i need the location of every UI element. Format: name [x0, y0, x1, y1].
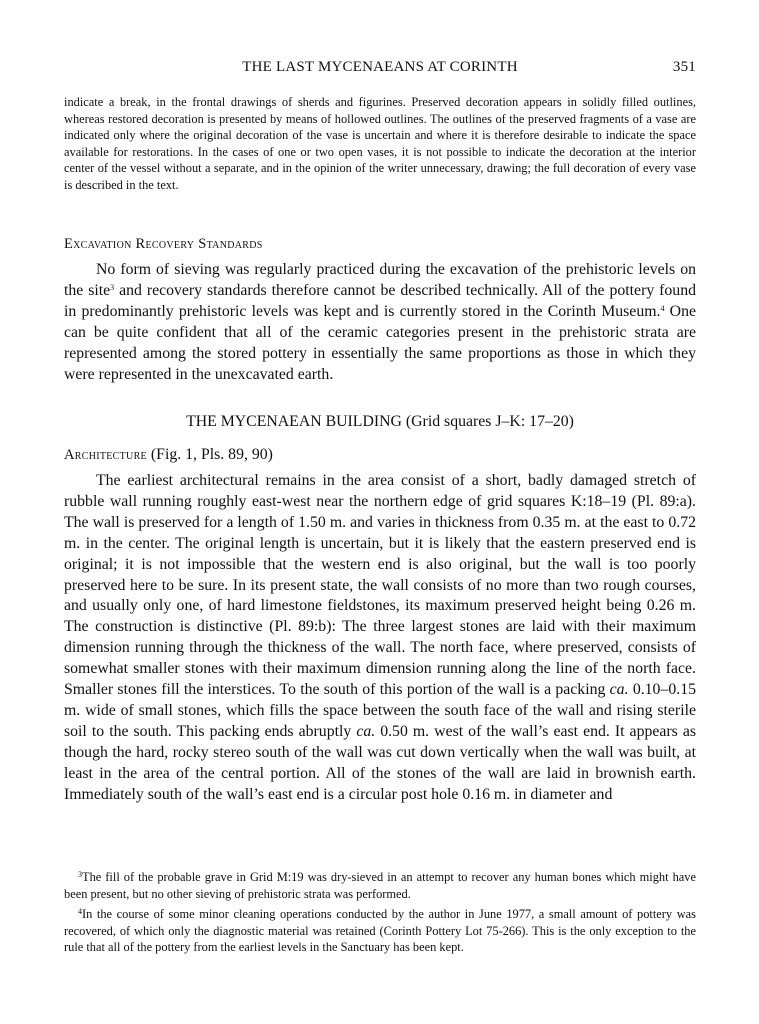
recovery-heading: [64, 236, 263, 253]
page-number: 351: [672, 59, 696, 75]
architecture-text-a: The earliest architectural remains in the area consist of a short, badly damaged stretch of rubble wall running roughly east-west near the northern edge of grid squares K:18–19 (Pl. 89:a). The wall is preserved for a length of 1.50 m. and varies in thickness from 0.35 m. at the east to 0.72 m. in the center. The original length is uncertain, but it is likely that the eastern preserved end is original; it is not impossible that the western end is also original, but the wall is too poorly preserved here to be sure. In its present state, the wall consists of no more than two rough courses, and usually only one, of hard limestone fieldstones, its maximum preserved height being 0.26 m. The construction is distinctive (Pl. 89:b): The three largest stones are laid with their maximum dimension running through the thickness of the wall. The north face, where preserved, consists of somewhat smaller stones with their maximum dimension running along the line of the north face. Smaller stones fill the interstices. To the south of this portion of the wall is a packing: [64, 472, 696, 699]
architecture-heading: [64, 446, 273, 464]
footnote-4-mark: 4: [78, 907, 82, 917]
footnote-3-text: The fill of the probable grave in Grid M:19 was dry-sieved in an attempt to recover any human bones which might have been present, but no other sieving of prehistoric strata was performed.: [64, 870, 696, 901]
architecture-paragraph: [64, 471, 696, 806]
footnote-4: [64, 904, 696, 956]
running-head: [64, 59, 696, 79]
footnotes: [64, 867, 696, 958]
section-title: [64, 413, 696, 431]
circa-abbrev-2: ca.: [356, 722, 376, 740]
footnote-3: [64, 867, 696, 902]
recovery-text-b: and recovery standards therefore cannot be described technically. All of the pottery found in predominantly prehistoric levels was kept and is currently stored in the Corinth Museum.: [64, 281, 697, 320]
intro-paragraph: indicate a break, in the frontal drawings of sherds and figurines. Preserved decoration appears in solidly filled outlines, whereas restored decoration is presented by means of hollowed outlines. The outlines of the preserved fragments of a vase are indicated only where the original decoration of the vase is uncertain and where it is therefore desirable to indicate the space available for restorations. In the cases of one or two open vases, it is not possible to indicate the decoration at the interior center of the vessel without a separate, and in the opinion of the writer unnecessary, drawing; the full decoration of every vase is described in the text.: [64, 95, 696, 192]
architecture-text-b: 0.10–0.15 m. wide of small stones, which fills the space between the south face of the wall and rising sterile soil to the south. This packing ends abruptly: [64, 681, 697, 740]
recovery-paragraph: [64, 260, 696, 385]
recovery-text-c: One can be quite confident that all of the ceramic categories present in the prehistoric strata are represented among the stored pottery in essentially the same proportions as those in which they were represented in the unexcavated earth.: [64, 302, 696, 383]
footnote-ref-3: 3: [110, 282, 115, 292]
footnote-3-mark: 3: [78, 870, 82, 879]
footnote-4-text: In the course of some minor cleaning operations conducted by the author in June 1977, a small amount of pottery was recovered, of which only the diagnostic material was retained (Corinth Pottery Lot 75-266). This is the only exception to the rule that all of the pottery from the earliest levels in the Sanctuary has been kept.: [64, 907, 696, 955]
recovery-heading-text: Excavation Recovery Standards: [64, 236, 263, 252]
circa-abbrev-1: ca.: [609, 681, 629, 699]
footnote-ref-4: 4: [660, 303, 665, 313]
architecture-text-c: 0.50 m. west of the wall’s east end. It appears as though the hard, rocky stereo south of the wall was cut down vertically when the wall was built, at least in the area of the central portion. All of the stones of the wall are laid in brownish earth. Immediately south of the wall’s east end is a circular post hole 0.16 m. in diameter and: [64, 722, 696, 803]
section-title-text: THE MYCENAEAN BUILDING: [186, 413, 402, 430]
architecture-heading-ref: (Fig. 1, Pls. 89, 90): [146, 446, 273, 463]
running-title: THE LAST MYCENAEANS AT CORINTH: [242, 59, 518, 75]
section-grid-ref: (Grid squares J–K: 17–20): [401, 413, 574, 430]
recovery-text-a: No form of sieving was regularly practiced during the excavation of the prehistoric levels on the site: [64, 261, 696, 299]
architecture-heading-text: Architecture: [64, 447, 147, 463]
